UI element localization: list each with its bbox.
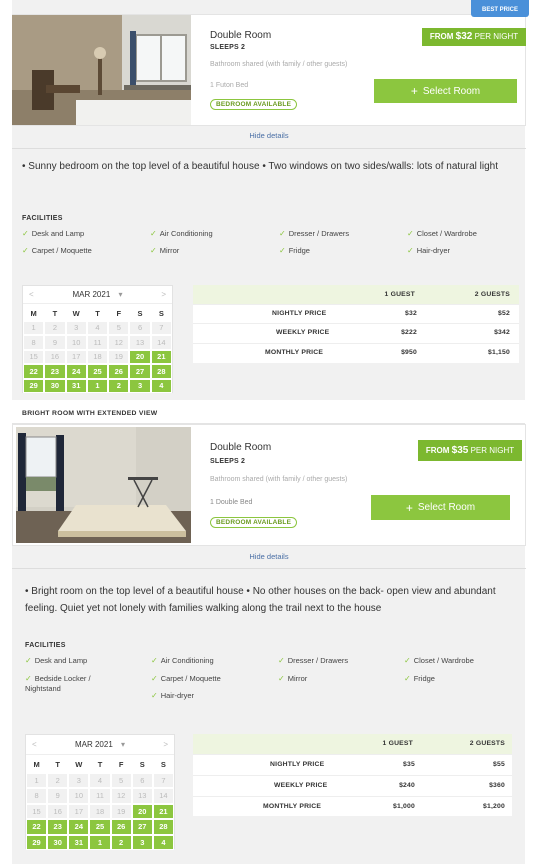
calendar-day[interactable]: 1 [89,835,110,851]
calendar-weekday: S [151,306,172,321]
calendar-day[interactable]: 31 [68,835,89,851]
calendar-day[interactable]: 29 [26,835,47,851]
calendar-day: 10 [66,335,87,350]
room1-availability-badge: BEDROOM AVAILABLE [210,99,297,110]
room1-price-row-divider [193,343,519,344]
calendar-day: 3 [66,321,87,336]
calendar-day: 8 [26,788,47,804]
room1-photo[interactable] [12,15,191,125]
calendar-weekday: T [47,757,68,773]
room2-col-2-guests: 2 GUESTS [469,740,505,747]
calendar-day: 19 [111,804,132,820]
calendar-weekday: M [26,757,47,773]
calendar-weekday: F [111,757,132,773]
room1-calendar-month[interactable]: MAR 2021 ▾ [72,290,123,299]
room2-facility: ✓ Hair-dryer [151,691,195,700]
calendar-day: 2 [44,321,65,336]
calendar-weekday: W [68,757,89,773]
calendar-weekday: T [44,306,65,321]
room1-monthly-two: $1,150 [488,349,510,356]
calendar-day[interactable]: 4 [151,379,172,394]
room2-select-room-button[interactable] [371,495,510,520]
room1-price-row-divider [193,304,519,305]
room2-price-table-header [193,734,512,754]
calendar-day: 12 [111,788,132,804]
calendar-weekday: S [153,757,174,773]
room2-facility: ✓ Dresser / Drawers [278,656,349,665]
room1-calendar-header [23,286,172,304]
room1-nightly-one: $32 [405,310,417,317]
calendar-day[interactable]: 30 [47,835,68,851]
check-icon: ✓ [404,674,411,683]
calendar-day: 7 [151,321,172,336]
calendar-day: 7 [153,773,174,789]
room2-price-per: PER NIGHT [470,446,515,455]
calendar-day[interactable]: 31 [66,379,87,394]
room1-facility: ✓ Desk and Lamp [22,229,85,238]
check-icon: ✓ [404,656,411,665]
calendar-day: 9 [44,335,65,350]
calendar-day: 8 [23,335,44,350]
calendar-day: 19 [108,350,129,365]
room1-sleeps: SLEEPS 2 [210,44,246,51]
calendar-day[interactable]: 29 [23,379,44,394]
room1-price-per: PER NIGHT [474,32,519,41]
room2-facility: ✓ Air Conditioning [151,656,214,665]
room1-price-tag [422,28,526,46]
calendar-day: 18 [89,804,110,820]
room2-price-row-divider [193,775,512,776]
room2-photo[interactable] [16,427,191,543]
room2-facilities-title: FACILITIES [25,642,66,649]
calendar-day[interactable]: 22 [23,364,44,379]
room2-section-label: BRIGHT ROOM WITH EXTENDED VIEW [22,410,158,417]
calendar-weekday: M [23,306,44,321]
calendar-day: 15 [26,804,47,820]
calendar-day: 5 [108,321,129,336]
room2-facility: ✓ Closet / Wardrobe [404,656,474,665]
calendar-day[interactable]: 23 [44,364,65,379]
room1-col-1-guest: 1 GUEST [384,291,415,298]
calendar-day: 17 [66,350,87,365]
calendar-day: 5 [111,773,132,789]
calendar-day[interactable]: 26 [108,364,129,379]
check-icon: ✓ [22,246,29,255]
calendar-day: 13 [132,788,153,804]
calendar-day: 2 [47,773,68,789]
calendar-day[interactable]: 2 [108,379,129,394]
room2-select-label: Select Room [417,502,476,513]
room1-monthly-one: $950 [401,349,417,356]
room2-weekly-label: WEEKLY PRICE [274,782,328,789]
room1-weekly-two: $342 [494,329,510,336]
room1-facility: ✓ Air Conditioning [150,229,213,238]
calendar-day[interactable]: 1 [87,379,108,394]
check-icon: ✓ [25,656,32,665]
room1-calendar [22,285,173,393]
chevron-left-icon[interactable]: < [29,290,34,299]
room1-weekly-one: $222 [401,329,417,336]
calendar-day[interactable]: 3 [129,379,150,394]
check-icon: ✓ [278,656,285,665]
check-icon: ✓ [150,229,157,238]
calendar-day: 15 [23,350,44,365]
chevron-down-icon: ▾ [121,740,126,749]
calendar-day[interactable]: 24 [68,819,89,835]
room1-divider [12,148,526,149]
calendar-day: 3 [68,773,89,789]
room2-title: Double Room [210,442,272,453]
calendar-day: 17 [68,804,89,820]
calendar-weekday: T [87,306,108,321]
calendar-day: 14 [151,335,172,350]
room1-photo-image [12,15,191,125]
calendar-day[interactable]: 30 [44,379,65,394]
calendar-day: 14 [153,788,174,804]
calendar-day: 9 [47,788,68,804]
chevron-left-icon[interactable]: < [32,740,37,749]
room2-nightly-one: $35 [403,761,415,768]
room1-price-row-divider [193,323,519,324]
calendar-weekday: T [89,757,110,773]
room1-description: • Sunny bedroom on the top level of a beautiful house • Two windows on two sides/walls: lots of natural light [22,161,498,172]
room2-bathroom-info: Bathroom shared (with family / other guests) [210,476,348,483]
room1-select-label: Select Room [422,85,481,97]
calendar-weekday: S [132,757,153,773]
room1-title: Double Room [210,30,272,41]
room2-monthly-two: $1,200 [483,803,505,810]
room1-price-value: $32 [455,31,473,42]
check-icon: ✓ [151,656,158,665]
calendar-day: 13 [129,335,150,350]
room1-facility: ✓ Mirror [150,246,180,255]
room2-hide-details-link[interactable]: Hide details [249,552,289,561]
room1-nightly-two: $52 [498,310,510,317]
room2-description: • Bright room on the top level of a beautiful house • No other houses on the back- open view and abundant feeling. Quiet yet not lonely with families walking along the trail next to the house [25,586,496,614]
plus-icon: + [410,84,418,98]
calendar-day: 11 [87,335,108,350]
check-icon: ✓ [279,229,286,238]
room2-facility: ✓ Fridge [404,674,435,683]
calendar-day[interactable]: 28 [151,364,172,379]
room2-nightly-two: $55 [493,761,505,768]
calendar-day[interactable]: 4 [153,835,174,851]
room1-price-from: FROM [429,32,454,41]
room1-facility: ✓ Closet / Wardrobe [407,229,477,238]
room2-facility: ✓ Mirror [278,674,308,683]
calendar-day[interactable]: 23 [47,819,68,835]
room1-hide-details-link[interactable]: Hide details [249,131,289,140]
room1-facilities-title: FACILITIES [22,215,63,222]
room1-price-table-header [193,285,519,304]
check-icon: ✓ [22,229,29,238]
calendar-day[interactable]: 28 [153,819,174,835]
check-icon: ✓ [151,674,158,683]
room2-facility: ✓ Bedside Locker / Nightstand [25,674,91,693]
calendar-weekday: W [66,306,87,321]
room2-price-table [193,734,512,816]
calendar-day[interactable]: 3 [132,835,153,851]
calendar-day: 16 [44,350,65,365]
room2-monthly-one: $1,000 [393,803,415,810]
room2-calendar [25,734,175,849]
calendar-day[interactable]: 25 [89,819,110,835]
room1-facility: ✓ Fridge [279,246,310,255]
calendar-day[interactable]: 27 [132,819,153,835]
room2-photo-image [16,427,191,543]
room1-monthly-label: MONTHLY PRICE [265,349,324,356]
room2-calendar-grid [26,757,174,850]
calendar-day: 18 [87,350,108,365]
check-icon: ✓ [407,229,414,238]
check-icon: ✓ [151,691,158,700]
calendar-day[interactable]: 21 [153,804,174,820]
room2-nightly-label: NIGHTLY PRICE [270,761,325,768]
calendar-day: 10 [68,788,89,804]
room1-facility: ✓ Hair-dryer [407,246,451,255]
calendar-weekday: S [129,306,150,321]
room1-facility: ✓ Dresser / Drawers [279,229,350,238]
room2-availability-badge: BEDROOM AVAILABLE [210,517,297,528]
check-icon: ✓ [407,246,414,255]
calendar-day: 16 [47,804,68,820]
chevron-right-icon[interactable]: > [161,290,166,299]
room2-facility: ✓ Carpet / Moquette [151,674,221,683]
room2-calendar-month[interactable]: MAR 2021 ▾ [74,740,126,749]
room1-bathroom-info: Bathroom shared (with family / other guests) [210,61,348,68]
room2-bed-info: 1 Double Bed [210,499,253,506]
calendar-day[interactable]: 24 [66,364,87,379]
check-icon: ✓ [150,246,157,255]
chevron-right-icon[interactable]: > [163,740,168,749]
calendar-day[interactable]: 21 [151,350,172,365]
calendar-day: 11 [89,788,110,804]
calendar-day[interactable]: 2 [111,835,132,851]
check-icon: ✓ [25,674,32,683]
room2-weekly-two: $360 [489,782,505,789]
room2-facility: ✓ Desk and Lamp [25,656,88,665]
room1-price-table [193,285,519,363]
room1-col-2-guests: 2 GUESTS [474,291,510,298]
calendar-day[interactable]: 20 [132,804,153,820]
room2-price-value: $35 [451,445,469,456]
check-icon: ✓ [278,674,285,683]
calendar-day: 4 [87,321,108,336]
room1-facility: ✓ Carpet / Moquette [22,246,92,255]
calendar-day: 12 [108,335,129,350]
calendar-day: 4 [89,773,110,789]
room2-monthly-label: MONTHLY PRICE [263,803,322,810]
calendar-day: 6 [129,321,150,336]
room2-calendar-header [26,735,174,755]
room1-calendar-grid [23,306,172,393]
room1-best-price-tab[interactable]: BEST PRICE [471,0,529,17]
plus-icon: + [405,500,413,515]
room2-sleeps: SLEEPS 2 [210,458,246,465]
room2-divider [12,568,526,569]
room1-select-room-button[interactable] [374,79,517,103]
room2-price-row-divider [193,754,512,755]
calendar-day: 1 [26,773,47,789]
room2-weekly-one: $240 [399,782,415,789]
calendar-day[interactable]: 27 [129,364,150,379]
room1-bed-info: 1 Futon Bed [210,82,249,89]
room1-nightly-label: NIGHTLY PRICE [272,310,327,317]
calendar-day: 1 [23,321,44,336]
calendar-day[interactable]: 22 [26,819,47,835]
calendar-day: 6 [132,773,153,789]
chevron-down-icon: ▾ [118,290,123,299]
calendar-weekday: F [108,306,129,321]
room2-col-1-guest: 1 GUEST [382,740,413,747]
room1-weekly-label: WEEKLY PRICE [276,329,330,336]
check-icon: ✓ [279,246,286,255]
calendar-day[interactable]: 20 [129,350,150,365]
room2-price-tag [418,440,522,461]
calendar-day[interactable]: 26 [111,819,132,835]
room2-price-row-divider [193,796,512,797]
room2-price-from: FROM [425,446,450,455]
calendar-day[interactable]: 25 [87,364,108,379]
